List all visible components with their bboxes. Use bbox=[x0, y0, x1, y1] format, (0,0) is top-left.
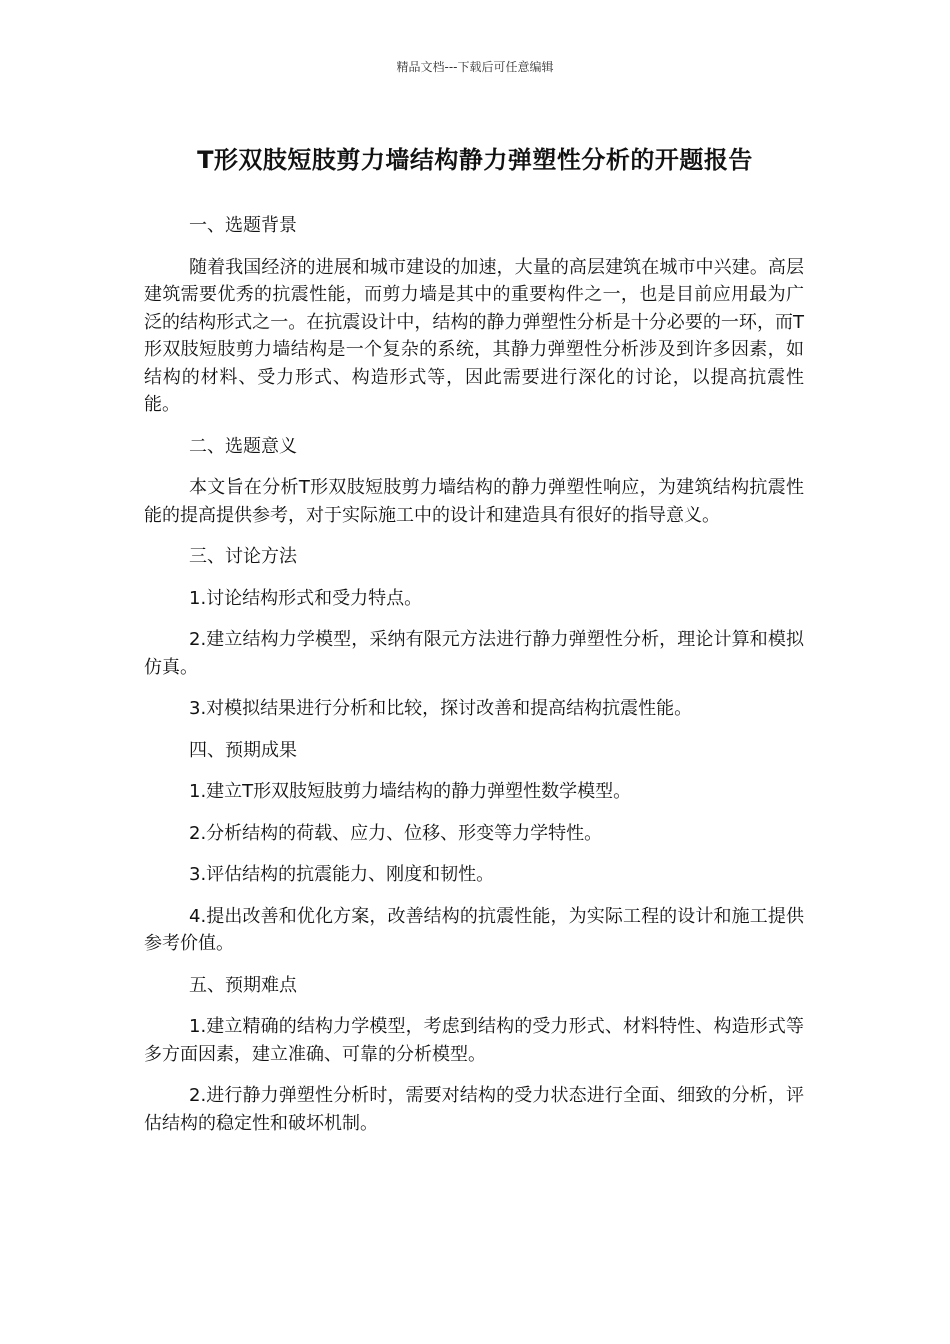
section-heading-1: 一、选题背景 bbox=[189, 215, 297, 236]
section-heading-5: 五、预期难点 bbox=[189, 974, 297, 996]
section-heading-2: 二、选题意义 bbox=[189, 435, 297, 457]
section-heading-3: 三、讨论方法 bbox=[189, 546, 297, 567]
difficulty-item-2: 2.进行静力弹塑性分析时，需要对结构的受力状态进行全面、细致的分析，评估结构的稳定性和破坏机制。 bbox=[144, 1085, 804, 1134]
outcome-item-1: 1.建立T形双肢短肢剪力墙结构的静力弹塑性数学模型。 bbox=[189, 781, 632, 802]
difficulty-item-1: 1.建立精确的结构力学模型，考虑到结构的受力形式、材料特性、构造形式等多方面因素，建立准确、可靠的分析模型。 bbox=[144, 1016, 804, 1065]
document-body bbox=[144, 212, 804, 1151]
background-paragraph: 随着我国经济的进展和城市建设的加速，大量的高层建筑在城市中兴建。高层建筑需要优秀的抗震性能，而剪力墙是其中的重要构件之一，也是目前应用最为广泛的结构形式之一。在抗震设计中，结构的静力弹塑性分析是十分必要的一环，而T形双肢短肢剪力墙结构是一个复杂的系统，其静力弹塑性分析涉及到许多因素，如结构的材料、受力形式、构造形式等，因此需要进行深化的讨论，以提高抗震性能。 bbox=[144, 256, 804, 415]
method-item-2: 2.建立结构力学模型，采纳有限元方法进行静力弹塑性分析，理论计算和模拟仿真。 bbox=[144, 629, 804, 678]
outcome-item-4: 4.提出改善和优化方案，改善结构的抗震性能，为实际工程的设计和施工提供参考价值。 bbox=[144, 905, 804, 954]
significance-paragraph: 本文旨在分析T形双肢短肢剪力墙结构的静力弹塑性响应，为建筑结构抗震性能的提高提供参考，对于实际施工中的设计和建造具有很好的指导意义。 bbox=[144, 477, 804, 526]
method-item-1: 1.讨论结构形式和受力特点。 bbox=[189, 587, 423, 609]
section-heading-4: 四、预期成果 bbox=[189, 739, 297, 761]
method-item-3: 3.对模拟结果进行分析和比较，探讨改善和提高结构抗震性能。 bbox=[189, 698, 693, 719]
outcome-item-3: 3.评估结构的抗震能力、刚度和韧性。 bbox=[189, 864, 495, 885]
document-title: T形双肢短肢剪力墙结构静力弹塑性分析的开题报告 bbox=[197, 146, 753, 174]
outcome-item-2: 2.分析结构的荷载、应力、位移、形变等力学特性。 bbox=[189, 822, 603, 844]
header-note: 精品文档---下载后可任意编辑 bbox=[396, 60, 554, 74]
